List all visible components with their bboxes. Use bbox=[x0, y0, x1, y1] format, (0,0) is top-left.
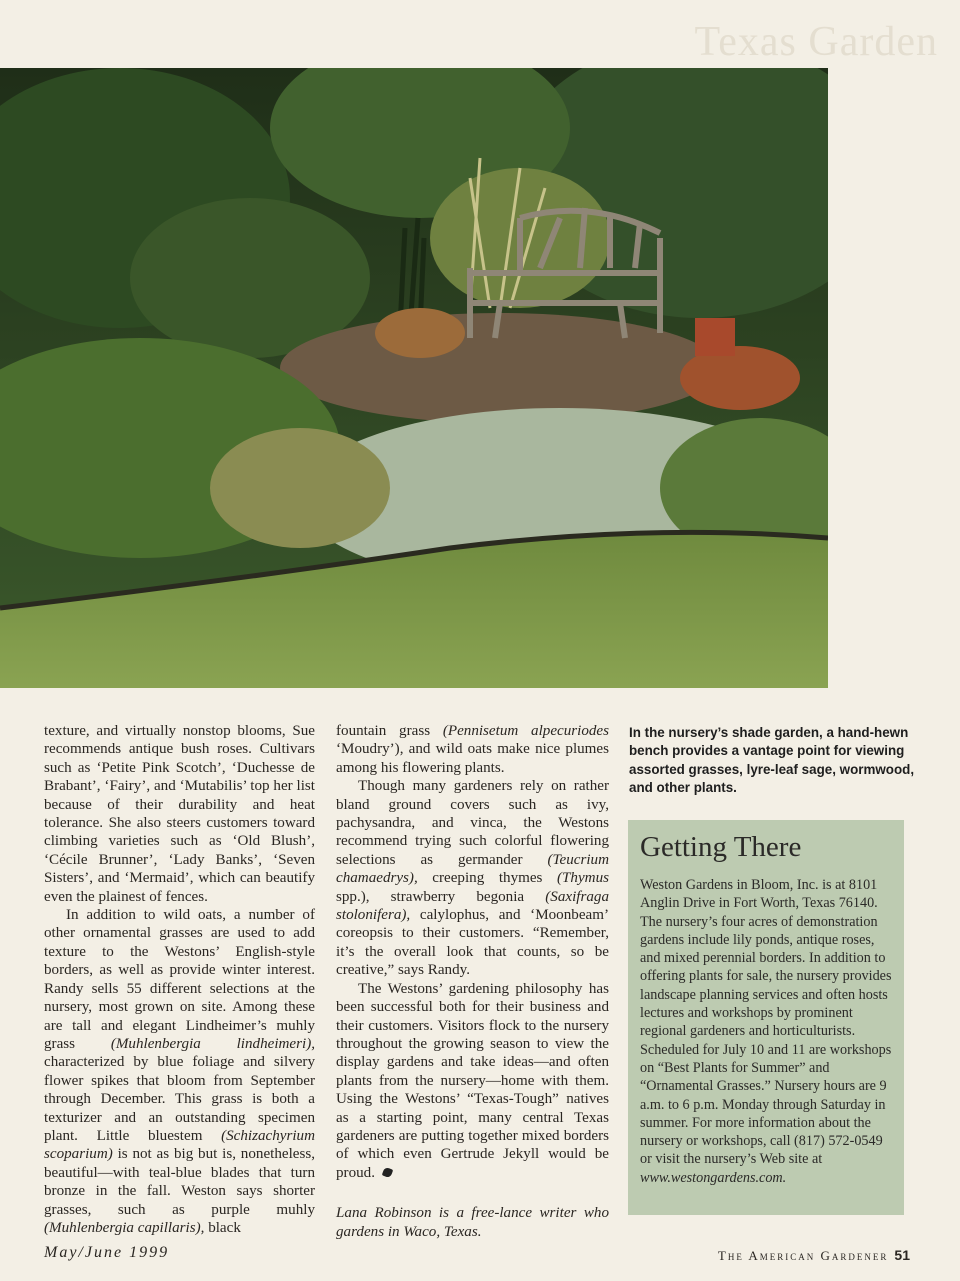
garden-photo-icon bbox=[0, 68, 828, 688]
text-run: fountain grass bbox=[336, 723, 443, 739]
paragraph bbox=[336, 722, 609, 777]
garden-photo bbox=[0, 68, 828, 688]
text-run: ‘Moudry’), and wild oats make nice plumes among his flowering plants. bbox=[336, 741, 609, 776]
text-run: black bbox=[204, 1219, 241, 1236]
text-run: texture, and virtually nonstop blooms, Sue recommends antique bush roses. Cultivars such as ‘Petite Pink Scotch’, ‘Duchesse de Brabant’, ‘Fairy’, and ‘Mutabilis’ top her list because of their durability and heat tolerance. She also steers customers toward climbing varieties such as ‘Old Blush’, ‘Cécile Brunner’, ‘Lady Banks’, ‘Seven Sisters’, and ‘Mermaid’, which can beautify even the plainest of fences. bbox=[44, 723, 315, 905]
photo-caption: In the nursery’s shade garden, a hand-hewn bench provides a vantage point for viewing assorted grasses, lyre-leaf sage, wormwood, and other plants. bbox=[629, 725, 915, 796]
sidebar-body-text: Weston Gardens in Bloom, Inc. is at 8101 Anglin Drive in Fort Worth, Texas 76140. The nursery’s four acres of demonstration gardens include lily ponds, antique roses, and mixed perennial borders. In addition to offering plants for sale, the nursery provides landscape planning services and often hosts lectures and workshops by prominent regional gardeners and horticulturists. Scheduled for July 10 and 11 are workshops on “Best Plants for Summer” and “Ornamental Grasses.” Nursery hours are 9 a.m. to 6 p.m. Monday through Saturday in summer. For more information about the nursery or workshops, call (817) 572-0549 or visit the nursery’s Web site at bbox=[640, 877, 892, 1168]
sidebar-title: Getting There bbox=[640, 831, 802, 863]
paragraph bbox=[336, 777, 609, 979]
running-footer bbox=[718, 1247, 910, 1264]
end-mark-icon bbox=[382, 1166, 394, 1178]
paragraph bbox=[336, 980, 609, 1182]
text-run: Though many gardeners rely on rather bland ground covers such as ivy, pachysandra, and vinca, the Westons recommend trying such colorful flowering selections as germander bbox=[336, 778, 609, 868]
author-byline: Lana Robinson is a free-lance writer who gardens in Waco, Texas. bbox=[336, 1205, 609, 1240]
article-column-1 bbox=[44, 722, 315, 1237]
text-run: calylophus, and ‘Moonbeam’ coreopsis to their customers. “Remember, it’s the overall look that counts, so be creative,” says Randy. bbox=[336, 907, 609, 979]
scientific-name: (Thymus bbox=[557, 870, 609, 887]
section-title: Texas Garden bbox=[694, 19, 938, 65]
issue-date: May/June 1999 bbox=[44, 1244, 170, 1261]
scientific-name: (Muhlenbergia lindheimeri), bbox=[110, 1035, 315, 1052]
paragraph bbox=[44, 906, 315, 1237]
sidebar-body bbox=[640, 876, 894, 1187]
text-run: creeping thymes bbox=[417, 870, 557, 887]
article-column-2 bbox=[336, 722, 609, 1241]
getting-there-sidebar bbox=[628, 820, 904, 1215]
website-link[interactable]: www.westongardens.com. bbox=[640, 1169, 787, 1186]
text-run: The Westons’ gardening philosophy has been successful both for their business and their customers. Visitors flock to the nursery throughout the growing season to view the display gardens and take ideas—and often plants from the nursery—home with them. Using the Westons’ “Texas-Tough” natives as a starting point, many central Texas gardeners are putting together mixed borders of which even Gertrude Jekyll would be proud. bbox=[336, 980, 609, 1181]
page-number: 51 bbox=[894, 1247, 910, 1263]
scientific-name: (Muhlenbergia capillaris), bbox=[44, 1219, 205, 1236]
magazine-name: The American Gardener bbox=[717, 1248, 889, 1263]
scientific-name: (Teucrium chamaedrys), bbox=[336, 851, 609, 887]
scientific-name: (Pennisetum alpecuriodes bbox=[442, 723, 609, 739]
paragraph bbox=[44, 722, 315, 906]
text-run: is not as big but is, nonetheless, beautiful—with teal-blue blades that turn bronze in the fall. Weston says shorter grasses, such as purple muhly bbox=[44, 1146, 315, 1218]
text-run: spp.), strawberry begonia bbox=[336, 888, 546, 905]
scientific-name: (Saxifraga stolonifera), bbox=[336, 888, 609, 924]
text-run: In addition to wild oats, a number of other ornamental grasses are used to add texture to the Westons’ English-style borders, as well as provide winter interest. Randy sells 55 different selections at the nursery, most grown on site. Among these are tall and elegant Lindheimer’s muhly grass bbox=[44, 907, 315, 1052]
text-run: characterized by blue foliage and silvery flower spikes that bloom from September through December. This grass is both a texturizer and an outstanding specimen plant. Little bluestem bbox=[44, 1054, 315, 1144]
scientific-name: (Schizachyrium scoparium) bbox=[44, 1127, 315, 1163]
